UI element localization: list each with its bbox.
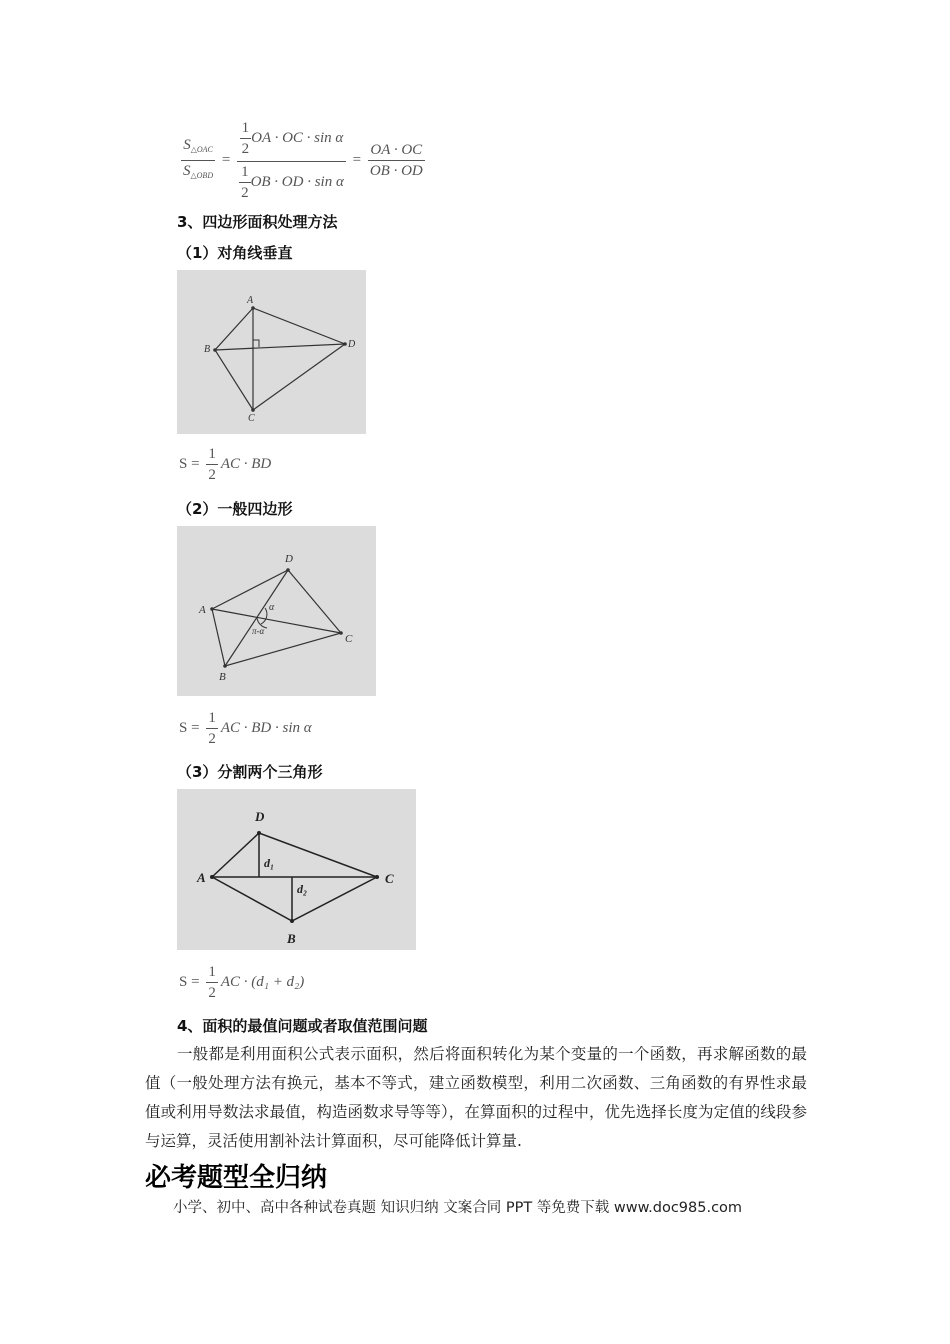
mid-num-expr: OA · OC · sin α xyxy=(251,129,344,146)
formula-3-coef-num: 1 xyxy=(206,962,218,983)
label-c-2: C xyxy=(345,633,353,645)
mid-den-coef-num: 1 xyxy=(239,162,251,183)
rhs-den: OB · OD xyxy=(369,163,423,179)
formula-3-lhs: S = xyxy=(179,973,200,990)
area-ratio-formula xyxy=(178,118,428,203)
label-c-1: C xyxy=(248,413,255,424)
formula-3-rhs: AC · (d₁ + d₂) xyxy=(220,973,305,990)
formula-case-1 xyxy=(179,444,271,485)
label-a-2: A xyxy=(199,604,206,616)
figure-split-triangles xyxy=(177,789,416,950)
formula-1-coef-den: 2 xyxy=(208,467,216,483)
formula-1-lhs: S = xyxy=(179,455,200,472)
formula-case-3 xyxy=(179,962,304,1003)
label-d-3: D xyxy=(255,809,265,824)
case-3-heading: （3）分割两个三角形 xyxy=(177,763,323,781)
section-3-heading: 3、四边形面积处理方法 xyxy=(177,213,338,231)
equals-sign-2: = xyxy=(352,151,362,168)
case-1-heading: （1）对角线垂直 xyxy=(177,244,293,262)
big-title: 必考题型全归纳 xyxy=(145,1163,328,1193)
figure-2-svg xyxy=(177,526,376,696)
label-d-2: D xyxy=(285,553,293,565)
middle-fraction xyxy=(237,118,346,203)
lhs-den-s: S xyxy=(183,163,191,179)
formula-1-rhs: AC · BD xyxy=(220,455,272,472)
figure-1-svg xyxy=(177,270,366,434)
lhs-den-sub: △OBD xyxy=(190,171,214,180)
mid-num-coef-num: 1 xyxy=(240,118,252,139)
figure-general-quadrilateral xyxy=(177,526,376,696)
diagonal-bd-2 xyxy=(225,570,288,666)
footer-text: 小学、初中、高中各种试卷真题 知识归纳 文案合同 PPT 等免费下载 www.doc985.com xyxy=(173,1200,743,1216)
quad-outline-2 xyxy=(212,570,341,666)
mid-den-coef-den: 2 xyxy=(241,185,249,201)
mid-den-expr: OB · OD · sin α xyxy=(250,173,344,190)
formula-3-coef-den: 2 xyxy=(208,985,216,1001)
label-c-3: C xyxy=(385,871,394,886)
formula-2-coef-den: 2 xyxy=(208,731,216,747)
section-4-heading: 4、面积的最值问题或者取值范围问题 xyxy=(177,1017,428,1035)
rhs-fraction xyxy=(368,140,425,181)
lhs-num-sub: △OAC xyxy=(190,145,213,154)
formula-2-rhs: AC · BD · sin α xyxy=(220,719,312,736)
section-4-paragraph: 一般都是利用面积公式表示面积，然后将面积转化为某个变量的一个函数，再求解函数的最值（一般处理方法有换元，基本不等式，建立函数模型，利用二次函数、三角函数的有界性求最值或利用导数法求最值，构造函数求导等等），在算面积的过程中，优先选择长度为定值的线段参与运算，灵活使用割补法计算面积，尽可能降低计算量. xyxy=(145,1045,807,1150)
formula-1-coef-num: 1 xyxy=(206,444,218,465)
formula-case-2 xyxy=(179,708,312,749)
label-d-1: D xyxy=(348,339,356,350)
label-a-1: A xyxy=(247,295,254,306)
label-a-3: A xyxy=(197,870,206,885)
formula-2-coef-num: 1 xyxy=(206,708,218,729)
rhs-num: OA · OC xyxy=(368,140,425,161)
label-b-1: B xyxy=(204,344,211,355)
right-angle-mark xyxy=(253,340,259,347)
label-d1: d₁ xyxy=(264,856,275,870)
label-pi-alpha: π-α xyxy=(252,626,265,636)
mid-num-coef-den: 2 xyxy=(241,141,250,157)
figure-3-svg xyxy=(177,789,416,950)
diagonal-ac-2 xyxy=(212,609,341,633)
formula-2-lhs: S = xyxy=(179,719,200,736)
lhs-num-s: S xyxy=(183,137,191,153)
label-alpha: α xyxy=(269,602,275,613)
label-b-2: B xyxy=(219,671,226,683)
diagonal-bd-1 xyxy=(215,344,345,350)
equals-sign-1: = xyxy=(221,151,231,168)
figure-perpendicular-diagonals xyxy=(177,270,366,434)
lhs-fraction xyxy=(181,135,215,186)
label-b-3: B xyxy=(287,931,296,946)
label-d2: d₂ xyxy=(297,882,308,896)
quad-outline-1 xyxy=(215,308,345,410)
case-2-heading: （2）一般四边形 xyxy=(177,500,293,518)
